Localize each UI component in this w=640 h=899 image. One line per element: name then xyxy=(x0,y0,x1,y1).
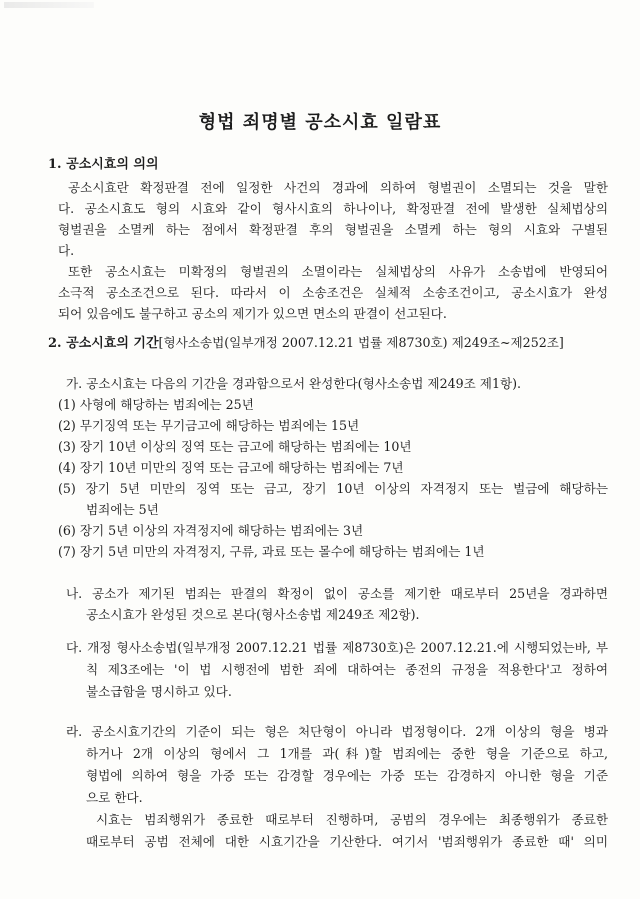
ga-item-3: (3) 장기 10년 이상의 징역 또는 금고에 해당하는 범죄에는 10년 xyxy=(58,439,412,454)
s1-p1-line-2: 다. 공소시효도 형의 시효와 같이 형사시효의 하나이나, 확정판결 전에 발생한 실체법상의 xyxy=(58,201,608,216)
section-1-heading: 1. 공소시효의 의의 xyxy=(48,157,159,172)
ra-line-6: 때로부터 공범 전체에 대한 시효기간을 기산한다. 여기서 '범죄행위가 종료한 때' 의미 xyxy=(86,834,608,849)
ga-item-2: (2) 무기징역 또는 무기금고에 해당하는 범죄에는 15년 xyxy=(58,418,360,433)
ga-item-6: (6) 장기 5년 이상의 자격정지에 해당하는 범죄에는 3년 xyxy=(58,523,364,538)
da-line-2: 칙 제3조에는 '이 법 시행전에 범한 죄에 대하여는 종전의 규정을 적용한다'고 정하여 xyxy=(86,662,608,677)
s1-p2-line-2: 소극적 공소조건으로 된다. 따라서 이 소송조건은 실체적 소송조건이고, 공소시효가 완성 xyxy=(58,285,608,300)
s1-p2-line-1: 또한 공소시효는 미확정의 형벌권의 소멸이라는 실체법상의 사유가 소송법에 반영되어 xyxy=(68,264,608,279)
s1-p1-line-1: 공소시효란 확정판결 전에 일정한 사건의 경과에 의하여 형벌권이 소멸되는 것을 말한 xyxy=(68,180,608,195)
ra-line-4: 으로 한다. xyxy=(86,790,143,805)
na-line-1: 나. 공소가 제기된 범죄는 판결의 확정이 없이 공소를 제기한 때로부터 25년을 경과하면 xyxy=(66,586,608,601)
section-2-heading-ref: [형사소송법(일부개정 2007.12.21 법률 제8730호) 제249조~제252조] xyxy=(158,335,564,350)
ga-item-4: (4) 장기 10년 미만의 징역 또는 금고에 해당하는 범죄에는 7년 xyxy=(58,460,404,475)
ra-line-1: 라. 공소시효기간의 기준이 되는 형은 처단형이 아니라 법정형이다. 2개 이상의 형을 병과 xyxy=(66,724,608,739)
section-2-heading-row xyxy=(48,335,564,352)
ga-intro: 가. 공소시효는 다음의 기간을 경과함으로서 완성한다(형사소송법 제249조 제1항). xyxy=(66,376,522,391)
na-line-2: 공소시효가 완성된 것으로 본다(형사소송법 제249조 제2항). xyxy=(86,607,420,622)
page-title: 형법 죄명별 공소시효 일람표 xyxy=(198,112,442,133)
ga-item-5-cont: 범죄에는 5년 xyxy=(86,502,159,517)
s1-p1-line-4: 다. xyxy=(58,243,75,258)
ra-line-5: 시효는 범죄행위가 종료한 때로부터 진행하며, 공범의 경우에는 최종행위가 종료한 xyxy=(96,812,608,827)
ga-item-1: (1) 사형에 해당하는 범죄에는 25년 xyxy=(58,397,254,412)
s1-p2-line-3: 되어 있음에도 불구하고 공소의 제기가 있으면 면소의 판결이 선고된다. xyxy=(58,306,447,321)
ga-item-5: (5) 장기 5년 미만의 징역 또는 금고, 장기 10년 이상의 자격정지 또는 벌금에 해당하는 xyxy=(58,481,608,496)
ra-line-3: 형법에 의하여 형을 가중 또는 감경할 경우에는 가중 또는 감경하지 아니한 형을 기준 xyxy=(86,768,608,783)
ra-line-2: 하거나 2개 이상의 형에서 그 1개를 과(科)할 범죄에는 중한 형을 기준으로 하고, xyxy=(86,746,608,761)
da-line-3: 불소급함을 명시하고 있다. xyxy=(86,684,232,699)
section-2-heading: 2. 공소시효의 기간 xyxy=(48,336,159,351)
da-line-1: 다. 개정 형사소송법(일부개정 2007.12.21 법률 제8730호)은 2007.12.21.에 시행되었는바, 부 xyxy=(66,640,608,655)
s1-p1-line-3: 형벌권을 소멸케 하는 점에서 확정판결 후의 형벌권을 소멸케 하는 형의 시효와 구별된 xyxy=(58,222,608,237)
scan-edge-mark xyxy=(4,2,94,8)
ga-item-7: (7) 장기 5년 미만의 자격정지, 구류, 과료 또는 몰수에 해당하는 범죄에는 1년 xyxy=(58,544,485,559)
